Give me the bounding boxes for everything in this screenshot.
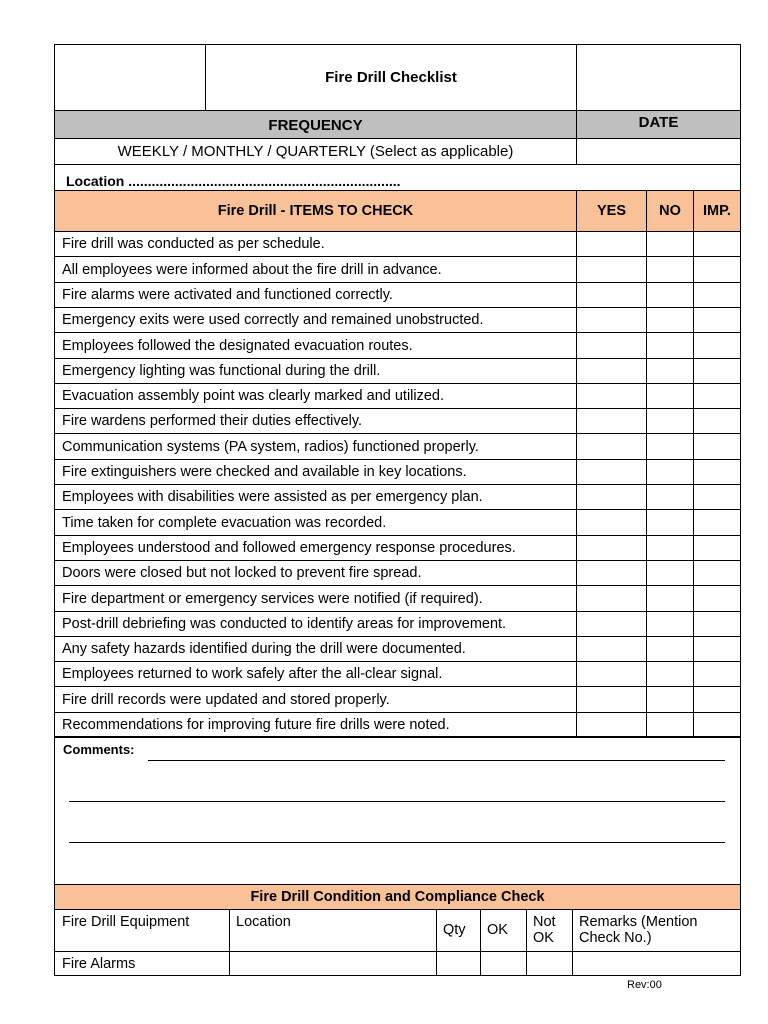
imp-checkbox[interactable] (693, 231, 741, 257)
imp-checkbox[interactable] (693, 661, 741, 687)
imp-checkbox[interactable] (693, 307, 741, 333)
compliance-row-qty[interactable] (436, 951, 481, 976)
checklist-item-text: Fire department or emergency services were notified (if required). (54, 585, 577, 612)
checklist-item-text: Employees understood and followed emergency response procedures. (54, 535, 577, 561)
checklist-item-text: Fire extinguishers were checked and available in key locations. (54, 459, 577, 485)
checklist-item-text: Emergency exits were used correctly and remained unobstructed. (54, 307, 577, 333)
no-checkbox[interactable] (646, 509, 694, 536)
logo-cell (54, 44, 206, 111)
yes-checkbox[interactable] (576, 459, 647, 485)
checklist-item-text: Post-drill debriefing was conducted to identify areas for improvement. (54, 611, 577, 637)
no-checkbox[interactable] (646, 585, 694, 612)
no-checkbox[interactable] (646, 433, 694, 460)
compliance-row-not-ok[interactable] (526, 951, 573, 976)
imp-checkbox[interactable] (693, 459, 741, 485)
imp-checkbox[interactable] (693, 408, 741, 434)
comments-box[interactable] (54, 736, 741, 885)
no-checkbox[interactable] (646, 686, 694, 713)
checklist-item-text: Time taken for complete evacuation was recorded. (54, 509, 577, 536)
compliance-row-equipment: Fire Alarms (54, 951, 230, 976)
yes-checkbox[interactable] (576, 332, 647, 359)
imp-checkbox[interactable] (693, 585, 741, 612)
yes-checkbox[interactable] (576, 611, 647, 637)
yes-checkbox[interactable] (576, 712, 647, 738)
col-remarks-header: Remarks (Mention Check No.) (572, 909, 741, 952)
no-checkbox[interactable] (646, 535, 694, 561)
checklist-item-text: Employees followed the designated evacuation routes. (54, 332, 577, 359)
yes-checkbox[interactable] (576, 307, 647, 333)
checklist-item-text: Doors were closed but not locked to prevent fire spread. (54, 560, 577, 586)
col-yes-header: YES (576, 190, 647, 232)
no-checkbox[interactable] (646, 408, 694, 434)
imp-checkbox[interactable] (693, 332, 741, 359)
col-no-header: NO (646, 190, 694, 232)
checklist-item-text: Fire drill was conducted as per schedule. (54, 231, 577, 257)
comments-line (148, 760, 725, 761)
yes-checkbox[interactable] (576, 509, 647, 536)
no-checkbox[interactable] (646, 459, 694, 485)
yes-checkbox[interactable] (576, 560, 647, 586)
checklist-item-text: Evacuation assembly point was clearly marked and utilized. (54, 383, 577, 409)
yes-checkbox[interactable] (576, 535, 647, 561)
imp-checkbox[interactable] (693, 509, 741, 536)
no-checkbox[interactable] (646, 256, 694, 283)
col-qty-header: Qty (436, 909, 481, 952)
checklist-item-text: Fire wardens performed their duties effectively. (54, 408, 577, 434)
col-imp-header: IMP. (693, 190, 741, 232)
comments-label: Comments: (63, 742, 135, 757)
col-location-header: Location (229, 909, 437, 952)
no-checkbox[interactable] (646, 611, 694, 637)
col-not-ok-header: Not OK (526, 909, 573, 952)
checklist-item-text: Fire alarms were activated and functioned correctly. (54, 282, 577, 308)
col-ok-header: OK (480, 909, 527, 952)
location-field[interactable]: Location ...................................................................... (54, 164, 741, 191)
no-checkbox[interactable] (646, 484, 694, 510)
yes-checkbox[interactable] (576, 585, 647, 612)
yes-checkbox[interactable] (576, 686, 647, 713)
imp-checkbox[interactable] (693, 433, 741, 460)
yes-checkbox[interactable] (576, 433, 647, 460)
no-checkbox[interactable] (646, 332, 694, 359)
imp-checkbox[interactable] (693, 686, 741, 713)
date-label: DATE (576, 110, 741, 139)
imp-checkbox[interactable] (693, 484, 741, 510)
imp-checkbox[interactable] (693, 712, 741, 738)
imp-checkbox[interactable] (693, 560, 741, 586)
date-field[interactable] (576, 138, 741, 165)
imp-checkbox[interactable] (693, 611, 741, 637)
no-checkbox[interactable] (646, 231, 694, 257)
imp-checkbox[interactable] (693, 256, 741, 283)
checklist-heading: Fire Drill - ITEMS TO CHECK (54, 190, 577, 232)
no-checkbox[interactable] (646, 636, 694, 662)
yes-checkbox[interactable] (576, 661, 647, 687)
checklist-item-text: Fire drill records were updated and stored properly. (54, 686, 577, 713)
compliance-row-location[interactable] (229, 951, 437, 976)
no-checkbox[interactable] (646, 358, 694, 384)
yes-checkbox[interactable] (576, 636, 647, 662)
doc-info-cell (576, 44, 741, 111)
revision-label: Rev:00 (627, 979, 662, 991)
comments-line (69, 842, 725, 843)
no-checkbox[interactable] (646, 661, 694, 687)
no-checkbox[interactable] (646, 712, 694, 738)
yes-checkbox[interactable] (576, 358, 647, 384)
checklist-item-text: Recommendations for improving future fire drills were noted. (54, 712, 577, 738)
compliance-row-ok[interactable] (480, 951, 527, 976)
checklist-item-text: All employees were informed about the fire drill in advance. (54, 256, 577, 283)
col-equipment-header: Fire Drill Equipment (54, 909, 230, 952)
page-title: Fire Drill Checklist (205, 44, 577, 111)
imp-checkbox[interactable] (693, 358, 741, 384)
no-checkbox[interactable] (646, 282, 694, 308)
imp-checkbox[interactable] (693, 383, 741, 409)
no-checkbox[interactable] (646, 383, 694, 409)
yes-checkbox[interactable] (576, 383, 647, 409)
imp-checkbox[interactable] (693, 282, 741, 308)
checklist-item-text: Communication systems (PA system, radios) functioned properly. (54, 433, 577, 460)
comments-line (69, 801, 725, 802)
imp-checkbox[interactable] (693, 636, 741, 662)
imp-checkbox[interactable] (693, 535, 741, 561)
yes-checkbox[interactable] (576, 231, 647, 257)
checklist-item-text: Employees with disabilities were assisted as per emergency plan. (54, 484, 577, 510)
checklist-item-text: Employees returned to work safely after the all-clear signal. (54, 661, 577, 687)
yes-checkbox[interactable] (576, 282, 647, 308)
yes-checkbox[interactable] (576, 484, 647, 510)
compliance-heading: Fire Drill Condition and Compliance Check (54, 884, 741, 910)
yes-checkbox[interactable] (576, 408, 647, 434)
no-checkbox[interactable] (646, 307, 694, 333)
yes-checkbox[interactable] (576, 256, 647, 283)
checklist-item-text: Any safety hazards identified during the drill were documented. (54, 636, 577, 662)
checklist-item-text: Emergency lighting was functional during the drill. (54, 358, 577, 384)
frequency-value[interactable]: WEEKLY / MONTHLY / QUARTERLY (Select as applicable) (54, 138, 577, 165)
frequency-label: FREQUENCY (54, 110, 577, 139)
no-checkbox[interactable] (646, 560, 694, 586)
compliance-row-remarks[interactable] (572, 951, 741, 976)
